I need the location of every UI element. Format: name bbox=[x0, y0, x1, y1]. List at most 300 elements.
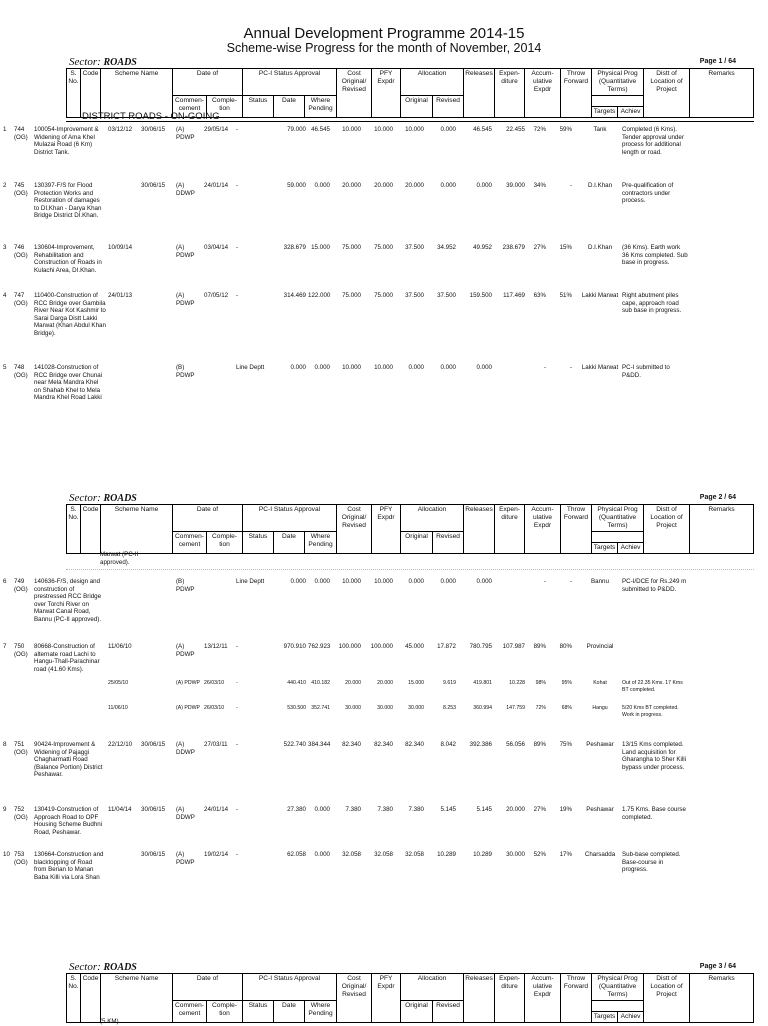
cell-code: 747 (OG) bbox=[14, 292, 28, 307]
cell-commencement: 03/12/12 bbox=[108, 126, 133, 133]
cell-status: (A) DDWP bbox=[176, 741, 195, 756]
cell-accumulative: 46.545 bbox=[473, 126, 492, 133]
cell-date: 24/01/14 bbox=[204, 806, 229, 813]
cell-throw-forward: 30.000 bbox=[506, 851, 525, 858]
cell-releases: 45.000 bbox=[405, 643, 424, 650]
cell-achiev: 59% bbox=[559, 126, 572, 133]
cell-scheme-name: 130664-Construction and blacktopping of Road from Berian to Manan Baba Killi via Lora Shan bbox=[34, 851, 104, 881]
cell-expenditure: 8.042 bbox=[440, 741, 456, 748]
col-where-pending: Where Pending bbox=[305, 532, 337, 554]
cell-sno: 8 bbox=[3, 741, 7, 748]
cell-completion: 30/06/15 bbox=[141, 741, 166, 748]
cell-releases: 15.000 bbox=[408, 680, 424, 686]
col-remarks: Remarks bbox=[690, 974, 754, 1023]
cell-distt: Peshawar bbox=[586, 806, 614, 813]
cell-scheme-name: 130604-Improvement, Rehabilitation and Construction of Roads in Kulachi Area, DI.Khan. bbox=[34, 244, 102, 274]
cell-sno: 5 bbox=[3, 364, 7, 371]
cell-remarks: Right abutment piles cape, approach road sub base in progress. bbox=[622, 292, 682, 315]
cell-carry-over: (5 KM). bbox=[100, 1018, 121, 1025]
cell-alloc-original: 75.000 bbox=[342, 244, 361, 251]
cell-scheme-name: 141028-Construction of RCC Bridge over Chunai near Mela Mandra Khel on Shahab Khel to Mela Mandra Khel Road Lakki bbox=[34, 364, 103, 402]
col-allocation: Allocation bbox=[401, 974, 464, 1001]
cell-accumulative: 360.994 bbox=[473, 705, 492, 711]
cell-targets: - bbox=[543, 364, 546, 371]
cell-where-pending: - bbox=[236, 806, 239, 813]
column-header-table bbox=[66, 973, 754, 1023]
cell-status: (A) PDWP bbox=[176, 126, 195, 141]
cell-scheme-name: 110400-Construction of RCC Bridge over Gambila River Near Kot Kashmir to Sarai Darga Distt Lakki Marwat (Khan Abdul Khan Bridge). bbox=[34, 292, 106, 337]
col-expenditure: Expen-diture bbox=[495, 505, 525, 554]
cell-code: 744 (OG) bbox=[14, 126, 28, 141]
cell-accumulative: 392.386 bbox=[469, 741, 492, 748]
cell-commencement: 11/04/14 bbox=[108, 806, 132, 813]
col-sno: S. No. bbox=[67, 505, 81, 554]
cell-alloc-revised: 20.000 bbox=[374, 182, 393, 189]
col-achiev: Achiev bbox=[618, 1012, 644, 1023]
cell-accumulative: 10.289 bbox=[473, 851, 492, 858]
cell-sno: 4 bbox=[3, 292, 7, 299]
col-code: Code bbox=[81, 505, 101, 554]
cell-completion: 30/06/15 bbox=[141, 182, 166, 189]
page-number: Page 1 / 64 bbox=[699, 58, 736, 65]
col-allocation: Allocation bbox=[401, 505, 464, 532]
col-original: Original bbox=[401, 96, 433, 118]
cell-commencement: 10/09/14 bbox=[108, 244, 133, 251]
cell-alloc-revised: 10.000 bbox=[374, 578, 393, 585]
col-distt: Distt of Location of Project bbox=[644, 69, 690, 118]
col-commencement: Commen-cement bbox=[173, 1001, 207, 1023]
section-subhead: DISTRICT ROADS - ON-GOING bbox=[82, 111, 220, 122]
cell-status: (A) PDWP bbox=[176, 292, 195, 307]
cell-pfy: 0.000 bbox=[314, 851, 330, 858]
cell-code: 751 (OG) bbox=[14, 741, 28, 756]
col-sno: S. No. bbox=[67, 69, 81, 118]
page-number: Page 2 / 64 bbox=[699, 494, 736, 501]
cell-cost: 62.058 bbox=[287, 851, 306, 858]
col-completion: Comple-tion bbox=[207, 1001, 243, 1023]
cell-cost: 440.410 bbox=[287, 680, 306, 686]
col-pfy: PFY Expdr bbox=[372, 69, 401, 118]
cell-sno: 9 bbox=[3, 806, 7, 813]
cell-status: (B) PDWP bbox=[176, 364, 195, 379]
cell-throw-forward: 117.469 bbox=[503, 292, 525, 299]
cell-date: 27/03/11 bbox=[204, 741, 228, 748]
cell-code: 753 (OG) bbox=[14, 851, 28, 866]
col-status: Status bbox=[243, 96, 274, 118]
cell-releases: 32.058 bbox=[405, 851, 424, 858]
col-physical-prog: Physical Prog (Quantitative Terms) bbox=[592, 505, 644, 532]
cell-cost: 0.000 bbox=[290, 364, 306, 371]
col-pfy: PFY Expdr bbox=[372, 974, 401, 1023]
col-code: Code bbox=[81, 974, 101, 1023]
col-scheme-name: Scheme Name bbox=[101, 974, 173, 1023]
cell-targets: 27% bbox=[533, 806, 546, 813]
cell-accumulative: 0.000 bbox=[476, 578, 492, 585]
cell-targets: 72% bbox=[535, 705, 546, 711]
cell-alloc-revised: 7.380 bbox=[377, 806, 393, 813]
col-accumulative: Accum-ulative Expdr bbox=[525, 505, 561, 554]
cell-alloc-original: 20.000 bbox=[345, 680, 361, 686]
col-expenditure: Expen-diture bbox=[495, 974, 525, 1023]
cell-remarks: Completed (6 Kms). Tender approval under process for additional length or road. bbox=[622, 126, 684, 156]
cell-targets: 63% bbox=[533, 292, 546, 299]
cell-alloc-revised: 100.000 bbox=[370, 643, 393, 650]
col-sno: S. No. bbox=[67, 974, 81, 1023]
cell-sno: 2 bbox=[3, 182, 7, 189]
cell-scheme-name: 130419-Construction of Approach Road to OPF Housing Scheme Budhni Road, Peshawar. bbox=[34, 806, 103, 836]
cell-expenditure: 10.289 bbox=[437, 851, 456, 858]
col-cost: Cost Original/ Revised bbox=[337, 974, 372, 1023]
cell-remarks: Out of 22.35 Kms. 17 Kms BT completed. bbox=[622, 680, 683, 693]
cell-releases: 82.340 bbox=[405, 741, 424, 748]
cell-cost: 328.679 bbox=[283, 244, 306, 251]
cell-pfy: 0.000 bbox=[314, 182, 330, 189]
col-revised: Revised bbox=[433, 532, 464, 554]
col-distt: Distt of Location of Project bbox=[644, 974, 690, 1023]
col-releases: Releases bbox=[464, 974, 495, 1023]
col-where-pending: Where Pending bbox=[305, 1001, 337, 1023]
col-status: Status bbox=[243, 1001, 274, 1023]
cell-accumulative: 159.500 bbox=[469, 292, 492, 299]
col-pc1-status: PC-I Status Approval bbox=[243, 974, 337, 1001]
cell-pfy: 0.000 bbox=[314, 806, 330, 813]
cell-releases: 30.000 bbox=[408, 705, 424, 711]
cell-distt: Hangu bbox=[592, 705, 608, 711]
cell-remarks: Pre-qualification of contractors under process. bbox=[622, 182, 674, 205]
cell-where-pending: - bbox=[236, 705, 238, 711]
cell-throw-forward: 39.000 bbox=[506, 182, 525, 189]
cell-completion: 30/06/15 bbox=[141, 851, 166, 858]
cell-where-pending: - bbox=[236, 741, 239, 748]
cell-alloc-original: 82.340 bbox=[342, 741, 361, 748]
cell-commencement: 22/12/10 bbox=[108, 741, 133, 748]
cell-pfy: 46.545 bbox=[311, 126, 330, 133]
cell-alloc-revised: 10.000 bbox=[374, 364, 393, 371]
cell-where-pending: - bbox=[236, 851, 239, 858]
cell-targets: 98% bbox=[535, 680, 546, 686]
cell-distt: Tank bbox=[593, 126, 607, 133]
cell-throw-forward: 238.679 bbox=[502, 244, 525, 251]
col-revised: Revised bbox=[433, 96, 464, 118]
cell-where-pending: - bbox=[236, 182, 239, 189]
col-targets: Targets bbox=[592, 1012, 618, 1023]
cell-accumulative: 0.000 bbox=[476, 182, 492, 189]
cell-alloc-original: 7.380 bbox=[345, 806, 361, 813]
cell-remarks: 1.75 Kms. Base course completed. bbox=[622, 806, 686, 821]
cell-cost: 530.500 bbox=[287, 705, 306, 711]
cell-scheme-name: 130397-F/S for Flood Protection Works and Restoration of damages to DI.Khan - Darya Khan Bridge District DI.Khan. bbox=[34, 182, 102, 220]
cell-pfy: 410.182 bbox=[311, 680, 330, 686]
cell-releases: 20.000 bbox=[405, 182, 424, 189]
cell-pfy: 0.000 bbox=[314, 364, 330, 371]
cell-cost: 27.380 bbox=[287, 806, 306, 813]
cell-releases: 37.500 bbox=[405, 292, 424, 299]
col-pc1-status: PC-I Status Approval bbox=[243, 69, 337, 96]
col-achiev: Achiev bbox=[618, 543, 644, 554]
col-throw-forward: Throw Forward bbox=[561, 69, 592, 118]
col-original: Original bbox=[401, 1001, 433, 1023]
cell-cost: 0.000 bbox=[290, 578, 306, 585]
cell-carry-over: Marwat (PC-II approved). bbox=[100, 551, 139, 566]
col-throw-forward: Throw Forward bbox=[561, 974, 592, 1023]
cell-commencement: 11/06/10 bbox=[108, 643, 132, 650]
col-original: Original bbox=[401, 532, 433, 554]
cell-sno: 1 bbox=[3, 126, 7, 133]
col-expenditure: Expen-diture bbox=[495, 69, 525, 118]
cell-throw-forward: 107.987 bbox=[502, 643, 525, 650]
cell-pfy: 122.000 bbox=[308, 292, 331, 299]
cell-alloc-original: 20.000 bbox=[342, 182, 361, 189]
col-commencement: Commen-cement bbox=[173, 96, 207, 118]
cell-scheme-name: 80668-Construction of alternate road Lachi to Hangu-Thall-Parachinar road (41.60 Kms). bbox=[34, 643, 100, 673]
cell-achiev: - bbox=[569, 578, 572, 585]
col-pc1-status: PC-I Status Approval bbox=[243, 505, 337, 532]
cell-achiev: 19% bbox=[559, 806, 572, 813]
cell-status: (A) PDWP bbox=[176, 244, 195, 259]
cell-distt: Kohat bbox=[593, 680, 607, 686]
cell-alloc-revised: 20.000 bbox=[377, 680, 393, 686]
cell-expenditure: 0.000 bbox=[440, 364, 456, 371]
cell-accumulative: 0.000 bbox=[476, 364, 492, 371]
cell-achiev: 15% bbox=[559, 244, 572, 251]
cell-cost: 314.469 bbox=[283, 292, 306, 299]
cell-expenditure: 17.872 bbox=[437, 643, 456, 650]
cell-date: 07/05/12 bbox=[204, 292, 229, 299]
col-accumulative: Accum-ulative Expdr bbox=[525, 974, 561, 1023]
cell-pfy: 0.000 bbox=[314, 578, 330, 585]
cell-pfy: 384.344 bbox=[308, 741, 331, 748]
cell-expenditure: 0.000 bbox=[440, 126, 456, 133]
cell-targets: 34% bbox=[533, 182, 546, 189]
cell-accumulative: 5.145 bbox=[476, 806, 492, 813]
cell-code: 750 (OG) bbox=[14, 643, 28, 658]
cell-remarks: Sub-base completed. Base-course in progress. bbox=[622, 851, 681, 874]
report-subtitle: Scheme-wise Progress for the month of November, 2014 bbox=[226, 41, 542, 55]
cell-expenditure: 34.952 bbox=[437, 244, 456, 251]
cell-remarks: 5/20 Kms BT completed. Work in progress. bbox=[622, 705, 679, 718]
cell-where-pending: Line Deptt bbox=[236, 364, 265, 371]
cell-accumulative: 49.952 bbox=[473, 244, 492, 251]
cell-alloc-revised: 30.000 bbox=[377, 705, 393, 711]
cell-code: 745 (OG) bbox=[14, 182, 28, 197]
cell-date: 24/01/14 bbox=[204, 182, 229, 189]
cell-status: (A) PDWP bbox=[176, 851, 195, 866]
cell-date: 13/12/11 bbox=[204, 643, 228, 650]
cell-cost: 79.000 bbox=[287, 126, 306, 133]
col-targets: Targets bbox=[592, 107, 618, 118]
cell-pfy: 352.741 bbox=[311, 705, 330, 711]
cell-status: (A) PDWP bbox=[176, 705, 200, 711]
col-distt: Distt of Location of Project bbox=[644, 505, 690, 554]
cell-achiev: - bbox=[569, 364, 572, 371]
cell-sno: 6 bbox=[3, 578, 7, 585]
cell-achiev: 80% bbox=[559, 643, 572, 650]
divider bbox=[66, 121, 754, 122]
cell-targets: - bbox=[543, 578, 546, 585]
col-scheme-name: Scheme Name bbox=[101, 505, 173, 554]
col-allocation: Allocation bbox=[401, 69, 464, 96]
cell-alloc-original: 30.000 bbox=[345, 705, 361, 711]
cell-releases: 10.000 bbox=[405, 126, 424, 133]
col-status: Status bbox=[243, 532, 274, 554]
cell-achiev: 17% bbox=[559, 851, 572, 858]
cell-achiev: 68% bbox=[561, 705, 572, 711]
sector-label: Sector: ROADS bbox=[69, 961, 137, 973]
col-releases: Releases bbox=[464, 69, 495, 118]
cell-targets: 89% bbox=[533, 741, 546, 748]
cell-expenditure: 5.145 bbox=[440, 806, 456, 813]
cell-scheme-name: 140636-F/S, design and construction of prestressed RCC Bridge over Torchi River on Marwat Canal Road, Bannu (PC-II approved). bbox=[34, 578, 102, 623]
cell-date: 29/05/14 bbox=[204, 126, 229, 133]
cell-remarks: (36 Kms). Earth work 36 Kms completed. Sub base in progress. bbox=[622, 244, 688, 267]
cell-distt: Peshawar bbox=[586, 741, 614, 748]
cell-releases: 37.500 bbox=[405, 244, 424, 251]
cell-remarks: 13/15 Kms completed. Land acquisition for Gharangha to Sher Killi bypass under process. bbox=[622, 741, 686, 771]
cell-remarks: PC-I/DCE for Rs.249 m submitted to P&DD. bbox=[622, 578, 687, 593]
col-accumulative: Accum-ulative Expdr bbox=[525, 69, 561, 118]
cell-status: (A) DDWP bbox=[176, 806, 195, 821]
cell-releases: 7.380 bbox=[408, 806, 424, 813]
col-date: Date bbox=[274, 96, 305, 118]
cell-expenditure: 8.253 bbox=[443, 705, 456, 711]
cell-commencement: 25/05/10 bbox=[108, 680, 129, 686]
cell-commencement: 24/01/13 bbox=[108, 292, 133, 299]
cell-throw-forward: 22.455 bbox=[506, 126, 525, 133]
cell-date: 26/03/10 bbox=[204, 705, 225, 711]
cell-code: 752 (OG) bbox=[14, 806, 28, 821]
cell-scheme-name: 90424-Improvement & Widening of Pajaggi Chagharmatti Road (Balance Portion) District Peshawar. bbox=[34, 741, 103, 779]
cell-expenditure: 0.000 bbox=[440, 182, 456, 189]
cell-completion: 30/06/15 bbox=[141, 126, 166, 133]
col-revised: Revised bbox=[433, 1001, 464, 1023]
cell-remarks: PC-I submitted to P&DD. bbox=[622, 364, 670, 379]
cell-releases: 0.000 bbox=[408, 578, 424, 585]
col-cost: Cost Original/ Revised bbox=[337, 505, 372, 554]
cell-pfy: 15.000 bbox=[311, 244, 330, 251]
col-remarks: Remarks bbox=[690, 69, 754, 118]
cell-cost: 522.740 bbox=[283, 741, 306, 748]
cell-expenditure: 37.500 bbox=[437, 292, 456, 299]
sector-label: Sector: ROADS bbox=[69, 492, 137, 504]
cell-alloc-revised: 75.000 bbox=[374, 244, 393, 251]
cell-achiev: 95% bbox=[561, 680, 572, 686]
row-separator bbox=[66, 569, 754, 570]
cell-where-pending: Line Deptt bbox=[236, 578, 265, 585]
col-where-pending: Where Pending bbox=[305, 96, 337, 118]
cell-accumulative: 419.801 bbox=[473, 680, 492, 686]
cell-status: (A) PDWP bbox=[176, 680, 200, 686]
report-title: Annual Development Programme 2014-15 bbox=[243, 25, 525, 42]
cell-alloc-original: 10.000 bbox=[342, 126, 361, 133]
cell-alloc-original: 75.000 bbox=[342, 292, 361, 299]
page-number: Page 3 / 64 bbox=[699, 963, 736, 970]
cell-date: 26/03/10 bbox=[204, 680, 225, 686]
cell-targets: 72% bbox=[533, 126, 546, 133]
column-header-table bbox=[66, 504, 754, 554]
cell-accumulative: 780.795 bbox=[469, 643, 492, 650]
col-pfy: PFY Expdr bbox=[372, 505, 401, 554]
cell-cost: 970.910 bbox=[283, 643, 306, 650]
cell-distt: Provincial bbox=[586, 643, 614, 650]
cell-alloc-original: 10.000 bbox=[342, 364, 361, 371]
cell-distt: D.I.Khan bbox=[587, 182, 613, 189]
col-scheme-name: Scheme Name bbox=[101, 69, 173, 118]
col-physical-prog: Physical Prog (Quantitative Terms) bbox=[592, 974, 644, 1001]
cell-releases: 0.000 bbox=[408, 364, 424, 371]
cell-distt: Lakki Marwat bbox=[581, 364, 619, 371]
cell-code: 748 (OG) bbox=[14, 364, 28, 379]
cell-sno: 7 bbox=[3, 643, 7, 650]
cell-sno: 10 bbox=[3, 851, 10, 858]
cell-alloc-revised: 75.000 bbox=[374, 292, 393, 299]
cell-completion: 30/06/15 bbox=[141, 806, 166, 813]
cell-where-pending: - bbox=[236, 126, 239, 133]
cell-targets: 27% bbox=[533, 244, 546, 251]
cell-expenditure: 9.619 bbox=[443, 680, 456, 686]
cell-date: 03/04/14 bbox=[204, 244, 229, 251]
cell-alloc-original: 100.000 bbox=[338, 643, 361, 650]
cell-alloc-revised: 10.000 bbox=[374, 126, 393, 133]
col-date-of: Date of bbox=[173, 974, 243, 1001]
cell-status: (A) DDWP bbox=[176, 182, 195, 197]
col-date: Date bbox=[274, 1001, 305, 1023]
cell-status: (B) PDWP bbox=[176, 578, 195, 593]
cell-targets: 89% bbox=[533, 643, 546, 650]
cell-throw-forward: 56.056 bbox=[506, 741, 525, 748]
cell-scheme-name: 100054-Improvement & Widening of Ama Khel Mulazai Road (6 Km) District Tank. bbox=[34, 126, 99, 156]
col-physical-prog: Physical Prog (Quantitative Terms) bbox=[592, 69, 644, 96]
sector-label: Sector: ROADS bbox=[69, 56, 137, 68]
cell-throw-forward: 147.759 bbox=[506, 705, 525, 711]
col-commencement: Commen-cement bbox=[173, 532, 207, 554]
cell-achiev: 75% bbox=[559, 741, 572, 748]
cell-where-pending: - bbox=[236, 244, 239, 251]
cell-alloc-revised: 32.058 bbox=[374, 851, 393, 858]
col-completion: Comple-tion bbox=[207, 96, 243, 118]
cell-achiev: - bbox=[569, 182, 572, 189]
cell-distt: Bannu bbox=[591, 578, 609, 585]
cell-targets: 52% bbox=[533, 851, 546, 858]
cell-alloc-original: 10.000 bbox=[342, 578, 361, 585]
cell-where-pending: - bbox=[236, 292, 239, 299]
col-remarks: Remarks bbox=[690, 505, 754, 554]
cell-achiev: 51% bbox=[559, 292, 572, 299]
cell-cost: 59.000 bbox=[287, 182, 306, 189]
cell-throw-forward: 10.228 bbox=[509, 680, 525, 686]
col-date-of: Date of bbox=[173, 505, 243, 532]
col-code: Code bbox=[81, 69, 101, 118]
cell-date: 19/02/14 bbox=[204, 851, 229, 858]
col-throw-forward: Throw Forward bbox=[561, 505, 592, 554]
col-releases: Releases bbox=[464, 505, 495, 554]
cell-pfy: 762.923 bbox=[308, 643, 331, 650]
cell-code: 749 (OG) bbox=[14, 578, 28, 593]
col-achiev: Achiev bbox=[618, 107, 644, 118]
cell-expenditure: 0.000 bbox=[440, 578, 456, 585]
cell-where-pending: - bbox=[236, 680, 238, 686]
col-date: Date bbox=[274, 532, 305, 554]
cell-where-pending: - bbox=[236, 643, 239, 650]
cell-distt: Lakki Marwat bbox=[581, 292, 619, 299]
cell-commencement: 11/06/10 bbox=[108, 705, 128, 711]
cell-distt: Charsadda bbox=[584, 851, 616, 858]
cell-alloc-revised: 82.340 bbox=[374, 741, 393, 748]
cell-alloc-original: 32.058 bbox=[342, 851, 361, 858]
cell-code: 746 (OG) bbox=[14, 244, 28, 259]
col-completion: Comple-tion bbox=[207, 532, 243, 554]
cell-throw-forward: 20.000 bbox=[506, 806, 525, 813]
col-targets: Targets bbox=[592, 543, 618, 554]
